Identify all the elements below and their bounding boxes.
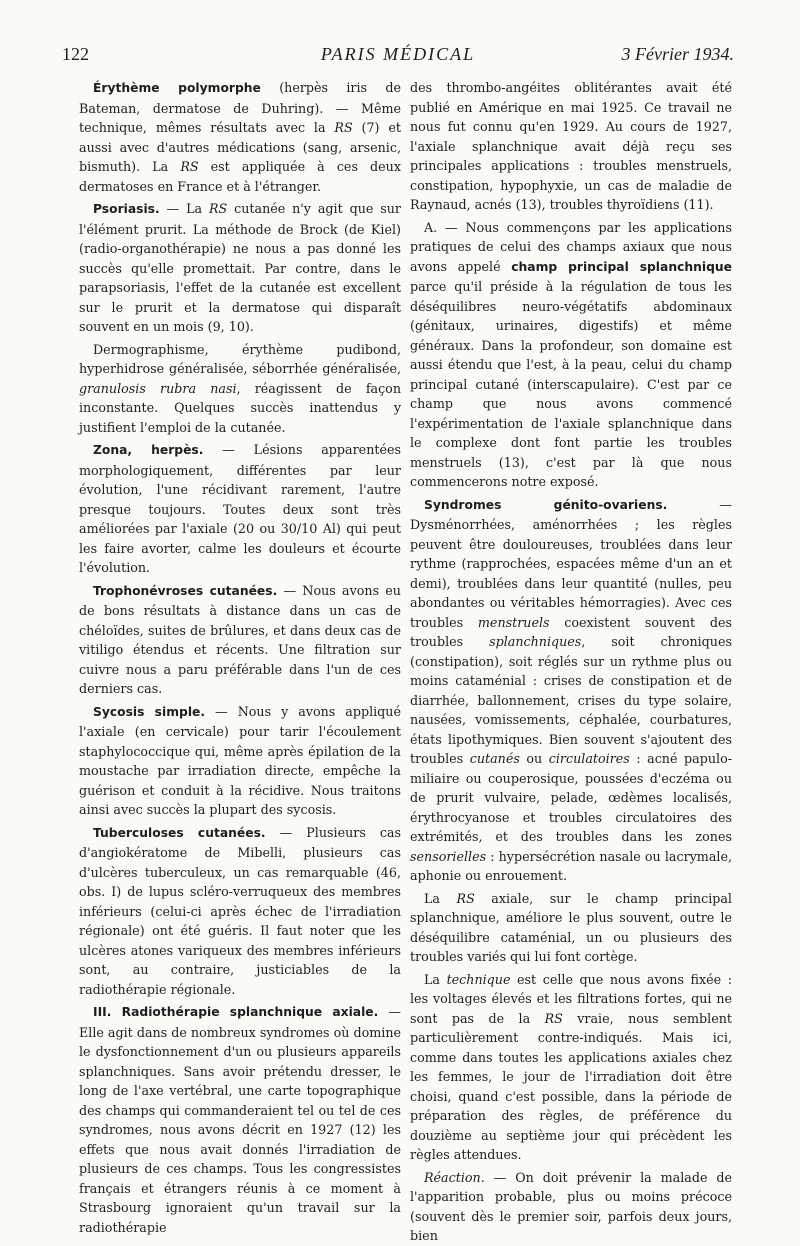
text: coexistent souvent des troubles <box>410 614 732 649</box>
italic-term: technique <box>446 971 511 987</box>
text: — Dysménorrhées, aménorrhées ; les règles peuvent être douloureuses, troublées dans leur rythme (rapprochées, espacées même d'un an et demi), troublées dans leur quantité (nulles, peu abondantes ou véritables hémorragies). Avec ces troubles <box>410 496 732 630</box>
page-number: 122 <box>62 44 89 64</box>
heading-trophonevroses: Trophonévroses cutanées. <box>93 583 278 598</box>
paragraph-syndromes <box>410 495 732 886</box>
heading-zona: Zona, herpès. <box>93 443 204 457</box>
text: ou <box>519 751 549 766</box>
heading-tuberculoses: Tuberculoses cutanées. <box>93 825 266 840</box>
text: — Plusieurs cas d'angiokératome de Mibelli, plusieurs cas d'ulcères tuberculeux, un cas remarquable (46, obs. I) de lupus scléro-verruqueux des membres inférieurs (celui-ci après échec de l'irradiation régionale) ont été guéris. Il faut noter que les ulcères atones variqueux des membres inférieurs sont, au contraire, justiciables de la radiothérapie régionale. <box>79 824 402 997</box>
italic-term: menstruels <box>477 614 550 630</box>
text: A. — Nous commençons par les applications pratiques de celui des champs axiaux que nous avons appelé <box>410 219 732 274</box>
rs-abbrev: RS <box>209 201 228 216</box>
text: vraie, nous semblent particulièrement contre-indiqués. Mais ici, comme dans toutes les applications axiales chez les femmes, le jour de l'irradiation doit être choisi, quand c'est possible, dans la période de préparation des règles, de préférence du douzième au septième jour qui précèdent les règles attendues. <box>410 1010 732 1162</box>
heading-section-iii: III. Radiothérapie splanchnique axiale. <box>93 1005 379 1019</box>
text: La <box>424 890 457 906</box>
text: Dermographisme, érythème pudibond, hyperhidrose généralisée, séborrhée généralisée, <box>79 341 401 376</box>
paragraph-zona <box>79 440 401 578</box>
journal-title: PARIS MÉDICAL <box>320 44 476 64</box>
text: — La <box>159 201 209 216</box>
text: : acné papulo-miliaire ou couperosique, poussées d'eczéma ou de prurit vulvaire, pelade, œdèmes localisés, érythrocyanose et troubles circulatoires des extrémités, et des troubles dans les zones <box>410 751 732 844</box>
text: La <box>424 971 447 987</box>
paragraph-reaction <box>410 1168 732 1246</box>
heading-psoriasis: Psoriasis. <box>93 202 160 216</box>
rs-abbrev: RS <box>334 120 353 135</box>
right-column <box>410 78 732 1246</box>
text: parce qu'il préside à la régulation de tous les déséquilibres neuro-végétatifs abdominaux (génitaux, urinaires, digestifs) et même généraux. Dans la profondeur, son domaine est aussi étendu que l'est, à la peau, celui du champ principal cutané (interscapulaire). C'est par ce champ que nous avons commencé l'expérimentation de l'axiale splanchnique dans le complexe dont font partie les troubles menstruels (13), c'est par là que nous commencerons notre exposé. <box>410 279 732 489</box>
text: — Lésions apparentées morphologiquement, différentes par leur évolution, l'une récidivant rarement, l'autre presque toujours. Toutes deux sont très améliorées par l'axiale (20 ou 30/10 Al) qui peut les faire avorter, calme les douleurs et écourte l'évolution. <box>79 442 401 575</box>
text: : hypersécrétion nasale ou lacrymale, aphonie ou enrouement. <box>410 848 732 883</box>
text: (7) et aussi avec d'autres médications (sang, arsenic, bismuth). La <box>79 120 401 174</box>
paragraph-rs-axiale <box>410 889 732 967</box>
paragraph-tuberculoses <box>79 823 401 1000</box>
paragraph-technique <box>410 970 732 1165</box>
paragraph-sycosis <box>79 702 401 820</box>
italic-term: sensorielles <box>410 848 487 864</box>
text: cutanée n'y agit que sur l'élément prurit. La méthode de Brock (de Kiel) (radio-organothérapie) ne nous a pas donné les succès qu'elle promettait. Par contre, dans le parapsoriasis, l'effet de la cutanée est excellent sur le prurit et la dermatose qui disparaît souvent en un mois (9, 10). <box>79 201 401 334</box>
text: des thrombo-angéites oblitérantes avait été publié en Amérique en mai 1925. Ce travail ne nous fut connu qu'en 1929. Au cours de 1927, l'axiale splanchnique avait déjà reçu ses principales applications : troubles menstruels, constipation, hypophyxie, un cas de maladie de Raynaud, acnés (13), troubles thyroïdiens (11). <box>410 80 732 212</box>
italic-term: granulosis rubra nasi <box>79 380 237 396</box>
left-column <box>79 78 401 1237</box>
paragraph-erytheme <box>79 78 401 196</box>
text: — Elle agit dans de nombreux syndromes où domine le dysfonctionnement d'un ou plusieurs appareils splanchniques. Sans avoir prétendu dresser, le long de l'axe vertébral, une carte topographique des champs qui commanderaient tel ou tel de ces syndromes, nous avons décrit en 1927 (12) les effets que nous avait donnés l'irradiation de plusieurs de ces champs. Tous les congressistes français et étrangers réunis à ce moment à Strasbourg ignoraient qu'un travail sur la radiothérapie <box>79 1004 401 1235</box>
paragraph-section-iii <box>79 1002 401 1237</box>
text: — Nous avons eu de bons résultats à distance dans un cas de chéloïdes, suites de brûlures, et dans deux cas de vitiligo étendus et récents. Une filtration sur cuivre nous a paru préférable dans l'un de ces derniers cas. <box>79 582 401 696</box>
paragraph-psoriasis <box>79 199 401 337</box>
text: (herpès iris de Bateman, dermatose de Duhring). — Même technique, mêmes résultats avec la <box>79 80 402 135</box>
text: , réagissent de façon inconstante. Quelques succès inattendus y justifient l'emploi de la cutanée. <box>79 380 401 435</box>
text: axiale, sur le champ principal splanchnique, améliore le plus souvent, outre le déséquilibre cataménial, un ou plusieurs des troubles variés qui lui font cortège. <box>410 890 732 964</box>
text: — On doit prévenir la malade de l'apparition probable, plus ou moins précoce (souvent dès le premier soir, parfois deux jours, bien <box>410 1169 732 1243</box>
issue-date: 3 Février 1934. <box>621 44 734 64</box>
bold-term: champ principal splanchnique <box>511 259 732 274</box>
paragraph-dermographisme <box>79 340 401 438</box>
heading-syndromes: Syndromes génito-ovariens. <box>424 497 668 512</box>
paragraph-trophonevroses <box>79 581 401 699</box>
rs-abbrev: RS <box>456 890 475 906</box>
text: — Nous y avons appliqué l'axiale (en cervicale) pour tarir l'écoulement staphylococcique qui, même après épilation de la moustache par irradiation directe, empêche la guérison et conduit à la récidive. Nous traitons ainsi avec succès la plupart des sycosis. <box>79 703 401 817</box>
heading-reaction: Réaction. <box>424 1169 485 1185</box>
text: est celle que nous avons fixée : les voltages élevés et les filtrations fortes, qui ne sont pas de la <box>410 971 733 1026</box>
text: , soit chroniques (constipation), soit réglés sur un rythme plus ou moins cataménial : crises de constipation et de diarrhée, ballonnement, crises du type solaire, nausées, vomissements, céphalée, courbatures, états lipothymiques. Bien souvent s'ajoutent des troubles <box>410 634 732 766</box>
rs-abbrev: RS <box>544 1010 563 1026</box>
paragraph-a <box>410 218 732 492</box>
heading-sycosis: Sycosis simple. <box>93 704 206 719</box>
italic-term: circulatoires <box>548 751 630 766</box>
italic-term: splanchniques <box>489 634 582 649</box>
text: est appliquée à ces deux dermatoses en France et à l'étranger. <box>79 159 401 194</box>
paragraph-continuation <box>410 78 732 215</box>
heading-erytheme: Érythème polymorphe <box>93 81 261 95</box>
rs-abbrev: RS <box>180 159 199 174</box>
running-head <box>62 44 734 68</box>
italic-term: cutanés <box>469 751 520 766</box>
